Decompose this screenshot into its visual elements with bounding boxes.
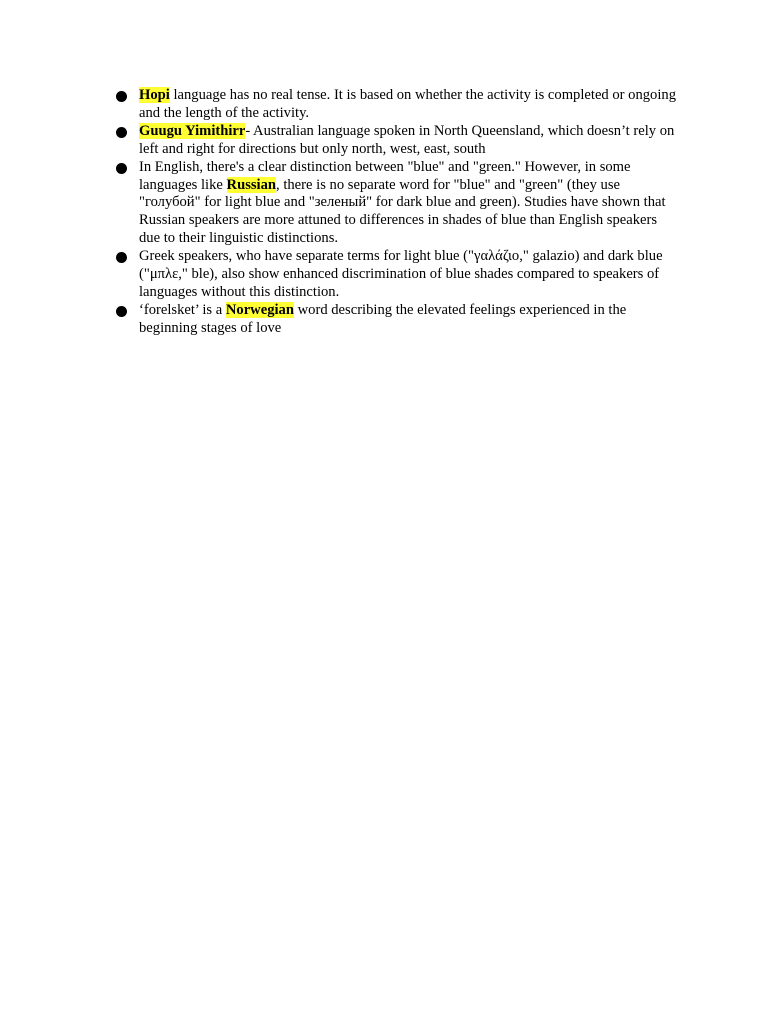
highlighted-term: Guugu Yimithirr: [139, 122, 246, 139]
highlighted-term: Hopi: [139, 87, 170, 103]
item-text: word describing the elevated feelings experienced in the beginning stages of love: [139, 301, 627, 336]
item-text-before: In English, there's a clear distinction between "blue" and "green." However, in some languages like: [139, 158, 631, 193]
list-item: [114, 248, 676, 302]
bullet-icon: [116, 163, 127, 174]
list-item: [114, 123, 676, 159]
bullet-icon: [116, 306, 127, 317]
bullet-list: [114, 87, 676, 338]
bullet-icon: [116, 127, 127, 138]
list-item: [114, 302, 676, 338]
highlighted-term: Norwegian: [225, 301, 294, 318]
bullet-icon: [116, 91, 127, 102]
item-text: language has no real tense. It is based on whether the activity is completed or ongoing and the length of the activity.: [139, 87, 677, 121]
item-text: Greek speakers, who have separate terms for light blue ("γαλάζιο," galazio) and dark blue ("μπλε," ble), also show enhanced discrimination of blue shades compared to speakers of languages without this distinction.: [139, 248, 663, 300]
highlighted-term: Russian: [226, 176, 277, 193]
item-text: , there is no separate word for "blue" and "green" (they use "голубой" for light blue and "зеленый" for dark blue and green). Studies have shown that Russian speakers are more attuned to differences in shades of blue than English speakers due to their linguistic distinctions.: [139, 176, 666, 247]
item-text: - Australian language spoken in North Queensland, which doesn’t rely on left and right for directions but only north, west, east, south: [139, 122, 675, 157]
list-item: [114, 159, 676, 249]
bullet-icon: [116, 252, 127, 263]
list-item: [114, 87, 676, 123]
item-text-before: ‘forelsket’ is a: [139, 301, 226, 318]
